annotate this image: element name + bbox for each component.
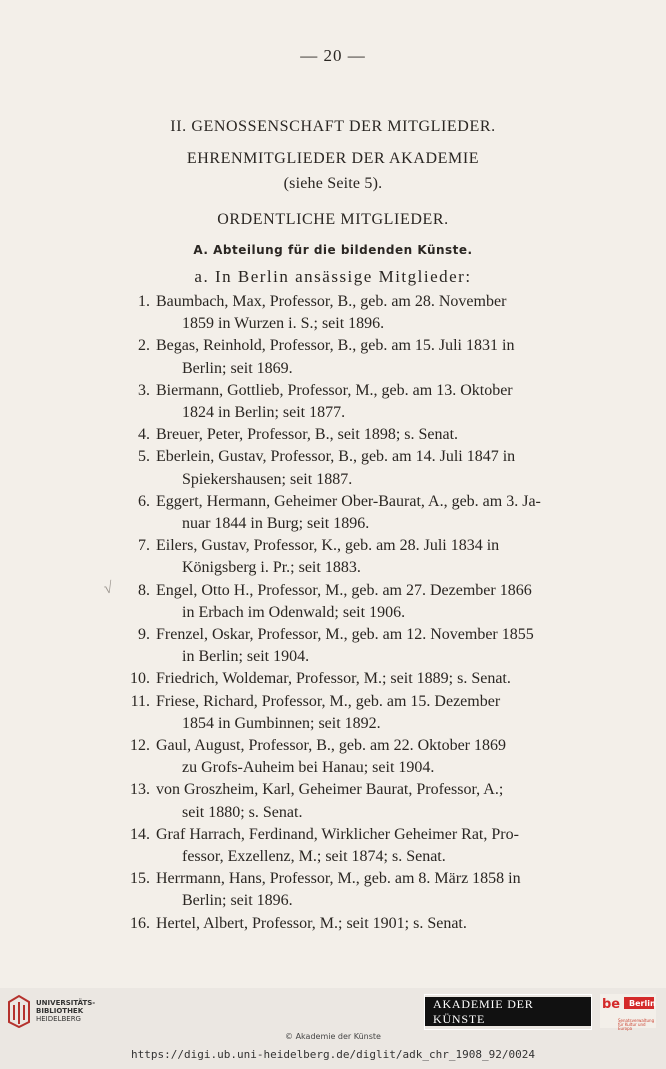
ub-line: BIBLIOTHEK bbox=[36, 1007, 84, 1015]
member-text-line: Hertel, Albert, Professor, M.; seit 1901; s. Senat. bbox=[156, 914, 467, 932]
member-text-line: Friedrich, Woldemar, Professor, M.; seit 1889; s. Senat. bbox=[156, 670, 511, 688]
member-text-line: von Groszheim, Karl, Geheimer Baurat, Professor, A.; bbox=[156, 781, 504, 799]
member-entry bbox=[116, 491, 588, 535]
member-number: 15. bbox=[130, 870, 150, 888]
honorary-members-heading: EHRENMITGLIEDER DER AKADEMIE bbox=[186, 150, 480, 167]
margin-check-mark: √ bbox=[102, 579, 115, 598]
adk-label: AKADEMIE DER KÜNSTE bbox=[424, 994, 592, 1030]
member-text-line: fessor, Exzellenz, M.; seit 1874; s. Senat. bbox=[182, 848, 446, 866]
member-number: 8. bbox=[138, 581, 150, 599]
member-number: 13. bbox=[130, 781, 150, 799]
member-text-line: Begas, Reinhold, Professor, B., geb. am 15. Juli 1831 in bbox=[156, 337, 515, 355]
member-text-line: Berlin; seit 1896. bbox=[182, 892, 293, 910]
svg-text:be: be bbox=[602, 997, 621, 1012]
member-number: 3. bbox=[138, 381, 150, 399]
member-text-line: zu Grofs-Auheim bei Hanau; seit 1904. bbox=[182, 759, 435, 777]
member-text-line: Biermann, Gottlieb, Professor, M., geb. am 13. Oktober bbox=[156, 381, 513, 399]
university-library-name[interactable] bbox=[36, 999, 95, 1023]
member-text-line: 1824 in Berlin; seit 1877. bbox=[182, 404, 346, 422]
member-text-line: Eggert, Hermann, Geheimer Ober-Baurat, A., geb. am 3. Ja- bbox=[156, 492, 541, 510]
member-entry bbox=[116, 535, 588, 579]
member-text-line: Baumbach, Max, Professor, B., geb. am 28. November bbox=[156, 293, 507, 310]
permalink-url[interactable]: https://digi.ub.uni-heidelberg.de/diglit/adk_chr_1908_92/0024 bbox=[131, 1048, 535, 1061]
page-number: — 20 — bbox=[300, 46, 366, 65]
member-entry bbox=[116, 735, 588, 779]
member-text-line: in Berlin; seit 1904. bbox=[182, 648, 310, 666]
member-number: 12. bbox=[130, 737, 150, 755]
member-text-line: 1859 in Wurzen i. S.; seit 1896. bbox=[182, 315, 385, 333]
member-entry bbox=[116, 291, 588, 335]
member-text-line: Engel, Otto H., Professor, M., geb. am 27. Dezember 1866 bbox=[156, 581, 532, 599]
member-number: 14. bbox=[130, 825, 150, 843]
university-library-logo-icon[interactable] bbox=[6, 994, 32, 1028]
member-entry bbox=[116, 868, 588, 912]
subsection-heading: a. In Berlin ansässige Mitglieder: bbox=[194, 267, 472, 286]
ordinary-members-heading: ORDENTLICHE MITGLIEDER. bbox=[217, 211, 449, 228]
member-entry bbox=[116, 691, 588, 735]
member-entry bbox=[116, 380, 588, 424]
copyright-notice: © Akademie der Künste bbox=[285, 1032, 381, 1041]
division-heading: A. Abteilung für die bildenden Künste. bbox=[193, 243, 473, 257]
svg-text:Berlin: Berlin bbox=[629, 999, 656, 1008]
member-text-line: Frenzel, Oskar, Professor, M., geb. am 12. November 1855 bbox=[156, 626, 534, 644]
member-number: 2. bbox=[138, 337, 150, 355]
member-entry bbox=[116, 580, 588, 624]
member-number: 9. bbox=[138, 626, 150, 644]
see-page-note: (siehe Seite 5). bbox=[283, 175, 383, 192]
member-number: 7. bbox=[138, 537, 150, 555]
member-number: 5. bbox=[138, 448, 150, 466]
akademie-der-kuenste-logo[interactable] bbox=[424, 997, 592, 1026]
section-heading: II. GENOSSENSCHAFT DER MITGLIEDER. bbox=[170, 118, 496, 135]
member-text-line: Graf Harrach, Ferdinand, Wirklicher Geheimer Rat, Pro- bbox=[156, 825, 519, 843]
member-number: 4. bbox=[138, 426, 150, 444]
ub-line: HEIDELBERG bbox=[36, 1015, 81, 1023]
member-number: 16. bbox=[130, 914, 150, 932]
ub-line: UNIVERSITÄTS- bbox=[36, 999, 96, 1007]
member-entry bbox=[116, 913, 588, 935]
member-number: 6. bbox=[138, 492, 150, 510]
member-list bbox=[116, 291, 588, 935]
member-entry bbox=[116, 446, 588, 490]
member-entry bbox=[116, 824, 588, 868]
member-number: 1. bbox=[138, 293, 150, 310]
member-entry bbox=[116, 668, 588, 690]
member-text-line: Breuer, Peter, Professor, B., seit 1898; s. Senat. bbox=[156, 426, 459, 444]
member-number: 11. bbox=[130, 692, 150, 710]
member-text-line: Eberlein, Gustav, Professor, B., geb. am 14. Juli 1847 in bbox=[156, 448, 516, 466]
member-text-line: nuar 1844 in Burg; seit 1896. bbox=[182, 515, 370, 533]
member-entry bbox=[116, 335, 588, 379]
member-text-line: Herrmann, Hans, Professor, M., geb. am 8. März 1858 in bbox=[156, 870, 521, 888]
member-text-line: Eilers, Gustav, Professor, K., geb. am 28. Juli 1834 in bbox=[156, 537, 500, 555]
member-number: 10. bbox=[130, 670, 150, 688]
berlin-senate-caption: Senatsverwaltung für Kultur und Europa bbox=[618, 1018, 655, 1031]
member-text-line: seit 1880; s. Senat. bbox=[182, 803, 303, 821]
member-text-line: in Erbach im Odenwald; seit 1906. bbox=[182, 603, 406, 621]
member-text-line: Spiekershausen; seit 1887. bbox=[182, 470, 353, 488]
member-entry bbox=[116, 624, 588, 668]
member-text-line: Berlin; seit 1869. bbox=[182, 359, 293, 377]
member-entry bbox=[116, 424, 588, 446]
member-entry bbox=[116, 779, 588, 823]
member-text-line: 1854 in Gumbinnen; seit 1892. bbox=[182, 714, 381, 732]
member-text-line: Königsberg i. Pr.; seit 1883. bbox=[182, 559, 361, 577]
member-text-line: Friese, Richard, Professor, M., geb. am 15. Dezember bbox=[156, 692, 501, 710]
member-text-line: Gaul, August, Professor, B., geb. am 22. Oktober 1869 bbox=[156, 737, 506, 755]
